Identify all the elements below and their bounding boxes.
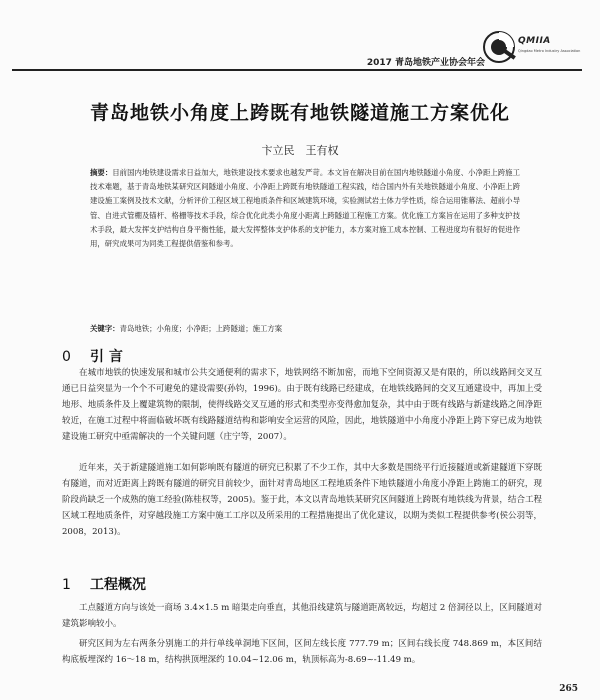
section-heading-introduction <box>62 346 123 366</box>
logo <box>482 28 581 68</box>
paragraph: 研究区间为左右两条分别施工的并行单线单洞地下区间，区间左线长度 777.79 m；区间右线长度 748.869 m，本区间结构底板埋深约 16～18 m，结构拱顶埋深约 10.04~12.06 m，轨顶标高为-8.69~-11.49 m。 <box>62 639 542 665</box>
abstract <box>90 166 520 251</box>
page-number: 265 <box>559 684 578 694</box>
header-rule <box>12 69 582 71</box>
page-header <box>0 0 600 82</box>
logo-mark-icon <box>482 30 516 64</box>
article-title: 青岛地铁小角度上跨既有地铁隧道施工方案优化 <box>89 102 510 124</box>
paragraph: 工点隧道方向与该处一商场 3.4×1.5 m 暗渠走向垂直，其他沿线建筑与隧道距离较远，均超过 2 倍洞径以上，区间隧道对建筑影响较小。 <box>62 603 542 629</box>
keywords-text: 青岛地铁；小角度；小净距；上跨隧道；施工方案 <box>119 324 283 333</box>
paragraph: 在城市地铁的快速发展和城市公共交通便利的需求下，地铁网络不断加密，而地下空间资源又是有限的，所以线路间交叉互通已日益突显为一个个不可避免的建设需要(孙钧，1996)。由于既有线路已经建成，在地铁线路间的交叉互通建设中，再加上受地形、地质条件及上覆建筑物的限制，使得线路交叉互通的形式和类型亦变得愈加复杂，其中由于既有线路与新建线路之间净距较近，在施工过程中将面临破坏既有线路隧道结构和影响安全运营的风险，因此，地铁隧道中小角度小净距上跨下穿已成为地铁建设施工研究中亟需解决的一个关键问题（庄宁等，2007）。 <box>62 368 542 442</box>
abstract-label: 摘要： <box>90 168 113 177</box>
section-number: 0 <box>62 349 71 365</box>
section-heading-project-overview <box>62 574 146 594</box>
keywords <box>90 323 520 335</box>
keywords-label: 关键字： <box>90 324 120 333</box>
paragraph: 近年来，关于新建隧道施工如何影响既有隧道的研究已积累了不少工作，其中大多数是围绕平行近接隧道或新建隧道下穿既有隧道，而对近距离上跨既有隧道的研究目前较少，面针对青岛地区工程地质条件下地铁隧道小角度小净距上跨施工的研究，现阶段尚缺乏一个成熟的施工经验(陈桂权等，2005)。鉴于此，本文以青岛地铁某研究区间隧道上跨既有地铁线为背景，结合工程区域工程地质条件，对穿越段施工方案中施工工序以及所采用的工程措施提出了优化建议，以期为类似工程提供参考(侯公羽等，2008，2013)。 <box>62 463 542 537</box>
logo-subtitle: Qingdao Metro Industry Association <box>518 49 581 53</box>
abstract-text: 目前国内地铁建设需求日益加大，地铁建设技术要求也越发严苛。本文旨在解决目前在国内地铁隧道小角度、小净距上跨施工技术难题，基于青岛地铁某研究区间隧道小角度、小净距上跨既有地铁隧道工程实践，结合国内外有关地铁隧道小角度、小净距上跨建设施工案例及技术文献，分析评价工程区域工程地质条件和区域建筑环境，实验测试岩土体力学性质，综合运用锥幕法、超前小导管、自进式管棚及锚杆、格栅等技术手段，综合优化此类小角度小距离上跨隧道工程施工方案。优化施工方案旨在运用了多种支护技术手段，最大发挥支护结构自身平衡性能，最大发挥整体支护体系的支护能力，本方案对施工成本控制、工程进度均有很好的促进作用，研究成果可为同类工程提供借鉴和参考。 <box>90 168 520 249</box>
running-header: 2017 青岛地铁产业协会年会 <box>366 58 485 68</box>
section-number: 1 <box>62 577 71 593</box>
logo-name: QMIIA <box>518 36 551 46</box>
section-title: 工程概况 <box>90 577 146 593</box>
authors: 卞立民 王有权 <box>261 144 339 157</box>
section-title: 引 言 <box>90 349 123 365</box>
